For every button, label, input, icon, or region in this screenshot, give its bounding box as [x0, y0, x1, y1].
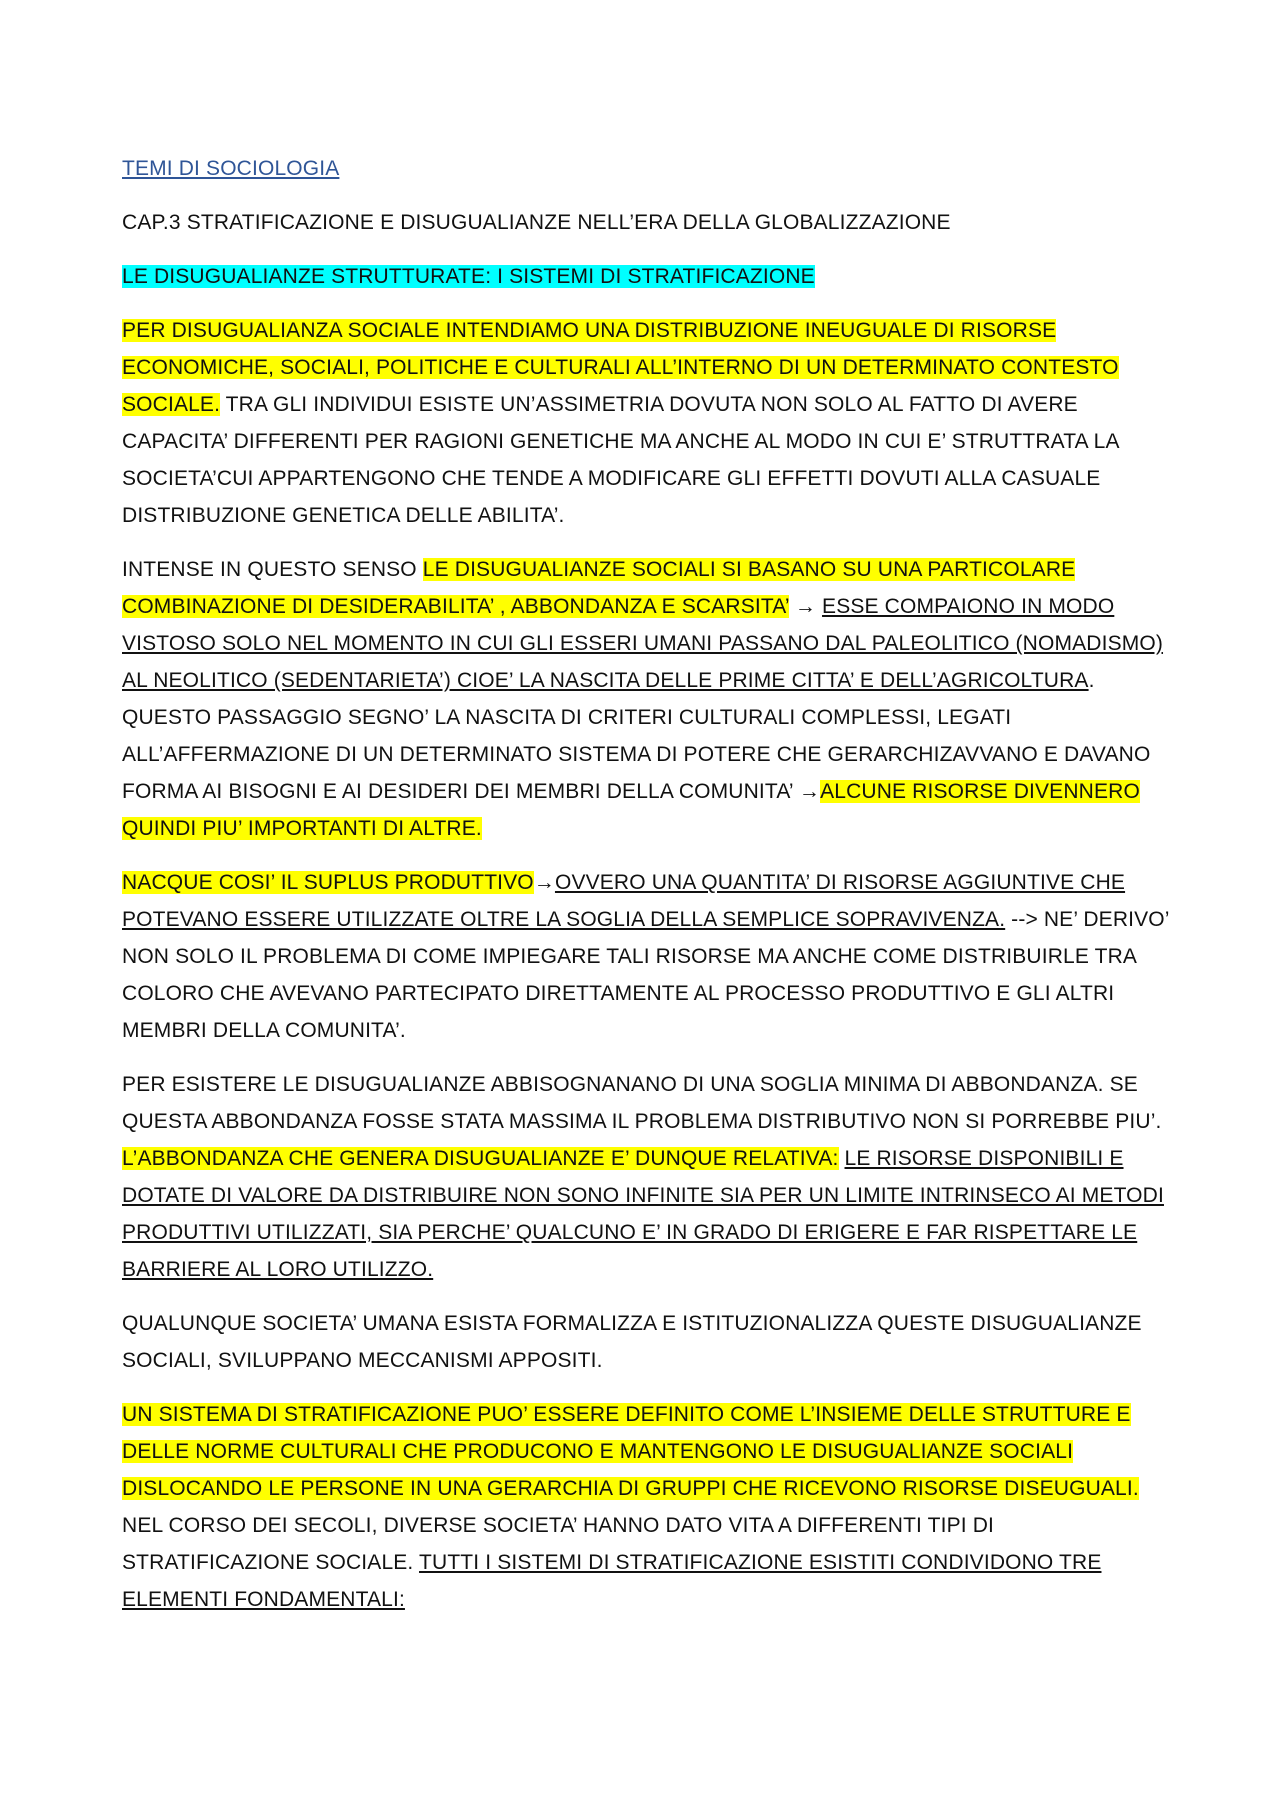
body-text: PER ESISTERE LE DISUGUALIANZE ABBISOGNANANO DI UNA SOGLIA MINIMA DI ABBONDANZA. SE QUESTA ABBONDANZA FOSSE STATA MASSIMA IL PROBLEMA DISTRIBUTIVO NON SI PORREBBE PIU’.	[122, 1073, 1162, 1133]
paragraph-6	[122, 1396, 1172, 1618]
paragraph-3	[122, 864, 1172, 1049]
arrow-glyph: →	[788, 595, 823, 618]
underlined-text: ESSE COMPAIONO IN MODO VISTOSO SOLO NEL MOMENTO IN CUI GLI ESSERI UMANI PASSANO DAL PALEOLITICO (NOMADISMO) AL NEOLITICO (SEDENTARIETA’) CIOE’ LA NASCITA DELLE PRIME CITTA’ E DELL’AGRICOLTURA	[122, 595, 1164, 692]
paragraph-5: QUALUNQUE SOCIETA’ UMANA ESISTA FORMALIZZA E ISTITUZIONALIZZA QUESTE DISUGUALIANZE SOCIALI, SVILUPPANO MECCANISMI APPOSITI.	[122, 1312, 1142, 1372]
body-text: . QUESTO PASSAGGIO SEGNO’ LA NASCITA DI CRITERI CULTURALI COMPLESSI, LEGATI ALL’AFFERMAZIONE DI UN DETERMINATO SISTEMA DI POTERE CHE GERARCHIZAVVANO E DAVANO FORMA AI BISOGNI E AI DESIDERI DEI MEMBRI DELLA COMUNITA’ →	[122, 669, 1151, 803]
highlighted-text: UN SISTEMA DI STRATIFICAZIONE PUO’ ESSERE DEFINITO COME L’INSIEME DELLE STRUTTURE E DELLE NORME CULTURALI CHE PRODUCONO E MANTENGONO LE DISUGUALIANZE SOCIALI DISLOCANDO LE PERSONE IN UNA GERARCHIA DI GRUPPI CHE RICEVONO RISORSE DISEUGUALI.	[122, 1403, 1139, 1500]
underlined-text: OVVERO UNA QUANTITA’ DI RISORSE AGGIUNTIVE CHE POTEVANO ESSERE UTILIZZATE OLTRE LA SOGLIA DELLA SEMPLICE SOPRAVIVENZA.	[122, 871, 1126, 931]
highlighted-text: ALCUNE RISORSE DIVENNERO QUINDI PIU’ IMPORTANTI DI ALTRE.	[122, 780, 1140, 840]
paragraph-4	[122, 1066, 1172, 1288]
highlighted-text: LE DISUGUALIANZE SOCIALI SI BASANO SU UNA PARTICOLARE COMBINAZIONE DI DESIDERABILITA’ , ABBONDANZA E SCARSITA’	[122, 558, 1076, 618]
section-heading-paragraph	[122, 258, 1172, 295]
body-text: --> NE’ DERIVO’ NON SOLO IL PROBLEMA DI COME IMPIEGARE TALI RISORSE MA ANCHE COME DISTRIBUIRLE TRA COLORO CHE AVEVANO PARTECIPATO DIRETTAMENTE AL PROCESSO PRODUTTIVO E GLI ALTRI MEMBRI DELLA COMUNITA’.	[122, 908, 1169, 1042]
chapter-heading: CAP.3 STRATIFICAZIONE E DISUGUALIANZE NELL’ERA DELLA GLOBALIZZAZIONE	[122, 211, 951, 234]
paragraph-1	[122, 312, 1172, 534]
body-text: TRA GLI INDIVIDUI ESISTE UN’ASSIMETRIA DOVUTA NON SOLO AL FATTO DI AVERE CAPACITA’ DIFFERENTI PER RAGIONI GENETICHE MA ANCHE AL MODO IN CUI E’ STRUTTRATA LA SOCIETA’CUI APPARTENGONO CHE TENDE A MODIFICARE GLI EFFETTI DOVUTI ALLA CASUALE DISTRIBUZIONE GENETICA DELLE ABILITA’.	[122, 393, 1119, 527]
underlined-text: LE RISORSE DISPONIBILI E DOTATE DI VALORE DA DISTRIBUIRE NON SONO INFINITE SIA PER UN LIMITE INTRINSECO AI METODI PRODUTTIVI UTILIZZATI, SIA PERCHE’ QUALCUNO E’ IN GRADO DI ERIGERE E FAR RISPETTARE LE BARRIERE AL LORO UTILIZZO.	[122, 1147, 1164, 1281]
arrow-glyph: →	[533, 871, 555, 894]
body-text: INTENSE IN QUESTO SENSO	[122, 558, 423, 581]
document-title: TEMI DI SOCIOLOGIA	[122, 157, 340, 180]
highlighted-text: PER DISUGUALIANZA SOCIALE INTENDIAMO UNA DISTRIBUZIONE INEUGUALE DI RISORSE ECONOMICHE, SOCIALI, POLITICHE E CULTURALI ALL’INTERNO DI UN DETERMINATO CONTESTO SOCIALE.	[122, 319, 1119, 416]
section-heading: LE DISUGUALIANZE STRUTTURATE: I SISTEMI DI STRATIFICAZIONE	[122, 265, 815, 288]
underlined-text: TUTTI I SISTEMI DI STRATIFICAZIONE ESISTITI CONDIVIDONO TRE ELEMENTI FONDAMENTALI:	[122, 1551, 1102, 1611]
paragraph-2	[122, 551, 1172, 847]
document-body	[122, 150, 1172, 1635]
highlighted-text: NACQUE COSI’ IL SUPLUS PRODUTTIVO	[122, 871, 534, 894]
highlighted-text: L’ABBONDANZA CHE GENERA DISUGUALIANZE E’ DUNQUE RELATIVA:	[122, 1147, 839, 1170]
body-text: NEL CORSO DEI SECOLI, DIVERSE SOCIETA’ HANNO DATO VITA A DIFFERENTI TIPI DI STRATIFICAZIONE SOCIALE.	[122, 1514, 995, 1574]
